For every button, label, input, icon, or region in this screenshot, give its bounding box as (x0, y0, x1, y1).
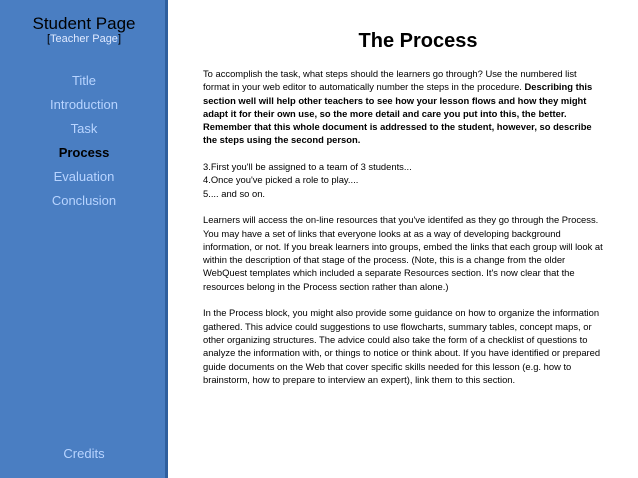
intro-text: To accomplish the task, what steps should the learners go through? Use the numbered list format in your web editor to automatically number the steps in the procedure. (203, 68, 577, 93)
teacher-page-link[interactable]: Teacher Page (50, 33, 118, 45)
bracket-open: [ (46, 33, 51, 45)
sidebar-title: Student Page (32, 14, 136, 33)
nav-item-conclusion[interactable]: Conclusion (51, 193, 117, 208)
nav-item-title[interactable]: Title (71, 73, 97, 88)
main-content (203, 67, 603, 399)
page-title: The Process (358, 30, 478, 52)
nav-item-task[interactable]: Task (70, 121, 98, 136)
step-item: 3.First you'll be assigned to a team of 3 students... (203, 161, 412, 173)
intro-paragraph (203, 67, 603, 147)
nav-item-process: Process (58, 145, 110, 160)
sidebar (0, 0, 168, 478)
step-item: 5.... and so on. (203, 187, 266, 199)
nav-item-evaluation[interactable]: Evaluation (53, 169, 115, 184)
resources-paragraph: Learners will access the on-line resources that you've identifed as they go through the Process. You may have a set of links that everyone looks at as a way of developing background information, or not. If you break learners into groups, embed the links that each group will look at within the description of that stage of the process. (Note, this is a change from the older WebQuest templates which included a separate Resources section. It's now clear that the resources belong in the Process section rather than alone.) (203, 214, 603, 292)
sidebar-nav (0, 72, 168, 216)
step-item: 4.Once you've picked a role to play.... (203, 174, 359, 186)
nav-item-credits[interactable]: Credits (63, 446, 105, 461)
teacher-page-line (0, 33, 168, 45)
bracket-close: ] (117, 33, 121, 45)
nav-item-introduction[interactable]: Introduction (50, 97, 118, 112)
steps-list (203, 160, 603, 200)
organizing-paragraph: In the Process block, you might also provide some guidance on how to organize the information gathered. This advice could suggestions to use flowcharts, summary tables, concept maps, or other organizing structures. The advice could also take the form of a checklist of questions to analyze the information with, or things to notice or think about. If you have identified or prepared guide documents on the Web that cover specific skills needed for this lesson (e.g. how to brainstorm, how to prepare to interview an expert), link them to this section. (203, 307, 601, 385)
intro-bold-text: Describing this section well will help other teachers to see how your lesson flows and how they might adapt it for their own use, so the more detail and care you put into this, the better. Remember that this whole document is addressed to the student, however, so describe the steps using the second person. (203, 81, 593, 146)
